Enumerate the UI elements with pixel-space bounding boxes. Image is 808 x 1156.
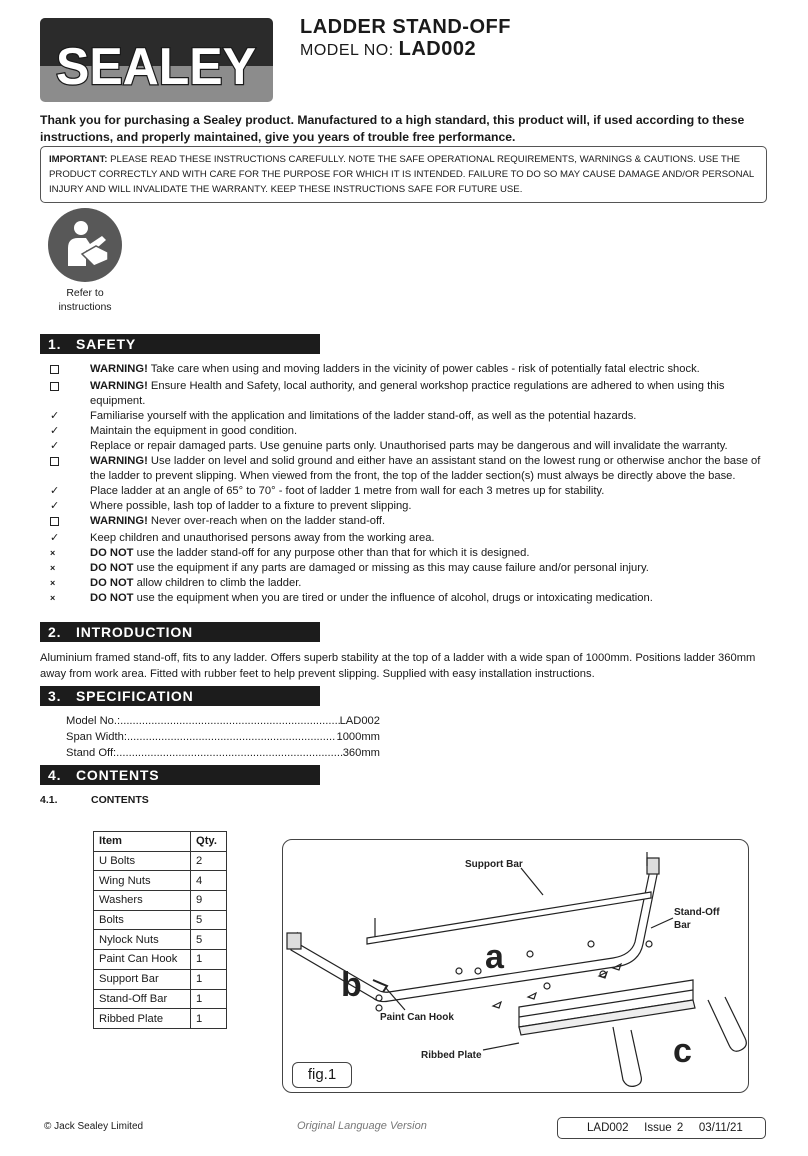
section-introduction-header — [40, 622, 320, 642]
table-row — [94, 910, 227, 930]
check-icon: ✓ — [50, 532, 60, 544]
spec-value: 1000mm — [336, 731, 380, 743]
check-icon: ✓ — [50, 440, 60, 452]
safety-item-text — [90, 379, 770, 409]
callout-c: c — [673, 1032, 692, 1070]
important-notice — [40, 146, 767, 203]
safety-item-text — [90, 454, 770, 484]
column-header-qty: Qty. — [191, 832, 227, 852]
qty-cell: 5 — [191, 930, 227, 950]
safety-item-text — [90, 531, 770, 546]
thank-you-text: Thank you for purchasing a Sealey product. Manufactured to a high standard, this product will, if used according to these instructions, and properly maintained, give you years of trouble free performance. — [40, 113, 745, 144]
section-title: INTRODUCTION — [76, 624, 193, 640]
qty-cell: 1 — [191, 950, 227, 970]
spec-key: Model No.: — [66, 715, 121, 727]
item-cell: Washers — [94, 891, 191, 911]
safety-item-text — [90, 514, 770, 531]
issue: Issue 2 — [644, 1122, 684, 1134]
safety-item-emphasis: WARNING! — [90, 380, 148, 392]
callout-ribbed-plate: Ribbed Plate — [421, 1050, 482, 1061]
check-icon: ✓ — [50, 410, 60, 422]
callout-stand-off-line1: Stand-Off — [674, 907, 720, 918]
check-icon: ✓ — [50, 485, 60, 497]
section-number: 1. — [48, 336, 62, 352]
spec-value: 360mm — [342, 747, 380, 759]
safety-item — [50, 514, 770, 531]
safety-item-body: Replace or repair damaged parts. Use genuine parts only. Unauthorised parts may be dangerous and will invalidate the warranty. — [90, 440, 728, 452]
callout-a: a — [485, 938, 504, 976]
section-number: 3. — [48, 688, 62, 704]
safety-item — [50, 591, 770, 606]
table-row — [94, 950, 227, 970]
qty-cell: 4 — [191, 871, 227, 891]
section-title: SAFETY — [76, 336, 137, 352]
leader-dots — [127, 729, 337, 745]
safety-item — [50, 499, 770, 514]
safety-item — [50, 362, 770, 379]
safety-item-text — [90, 546, 770, 561]
qty-cell: 1 — [191, 989, 227, 1009]
safety-item — [50, 454, 770, 484]
callout-stand-off-line2: Bar — [674, 920, 691, 931]
spec-row — [66, 729, 380, 745]
spec-key: Span Width: — [66, 731, 127, 743]
model-number: LAD002 — [398, 38, 477, 60]
safety-item-text — [90, 561, 770, 576]
safety-item-emphasis: DO NOT — [90, 592, 134, 604]
section-contents-header — [40, 765, 320, 785]
safety-item-body: Ensure Health and Safety, local authority, and general workshop practice regulations are adhered to when using this equipment. — [90, 380, 725, 407]
safety-item — [50, 484, 770, 499]
table-row — [94, 969, 227, 989]
safety-item-emphasis: WARNING! — [90, 515, 148, 527]
model-prefix: MODEL NO: — [300, 42, 399, 59]
safety-item-text — [90, 499, 770, 514]
safety-item-text — [90, 409, 770, 424]
contents-table — [93, 831, 227, 1029]
qty-cell: 5 — [191, 910, 227, 930]
section-number: 4. — [48, 767, 62, 783]
section-title: SPECIFICATION — [76, 688, 194, 704]
document-reference — [557, 1117, 766, 1139]
model-line — [300, 38, 476, 61]
leader-dots — [116, 745, 343, 761]
copyright: © Jack Sealey Limited — [44, 1121, 144, 1132]
item-cell: U Bolts — [94, 851, 191, 871]
safety-item-body: Never over-reach when on the ladder stand-off. — [147, 515, 386, 527]
checkbox-icon — [50, 379, 90, 409]
safety-item-text — [90, 362, 770, 379]
safety-item — [50, 546, 770, 561]
callout-b: b — [341, 966, 362, 1004]
cross-icon: × — [50, 578, 56, 588]
section-safety-header — [40, 334, 320, 354]
spec-key: Stand Off: — [66, 747, 117, 759]
table-row — [94, 930, 227, 950]
table-row — [94, 851, 227, 871]
spec-row — [66, 713, 380, 729]
safety-item-text — [90, 484, 770, 499]
column-header-item: Item — [94, 832, 191, 852]
doc-ref: LAD002 — [587, 1122, 629, 1134]
check-icon: ✓ — [50, 425, 60, 437]
safety-item — [50, 531, 770, 546]
safety-item — [50, 576, 770, 591]
page-title: LADDER STAND-OFF — [300, 16, 511, 38]
safety-item-text — [90, 576, 770, 591]
callout-paint-can-hook: Paint Can Hook — [380, 1012, 454, 1023]
safety-item-emphasis: WARNING! — [90, 455, 148, 467]
logo-text: SEALEY — [56, 38, 256, 96]
safety-item — [50, 561, 770, 576]
important-text: PLEASE READ THESE INSTRUCTIONS CAREFULLY. NOTE THE SAFE OPERATIONAL REQUIREMENTS, WARNINGS & CAUTIONS. USE THE PRODUCT CORRECTLY AND WITH CARE FOR THE PURPOSE FOR WHICH IT IS INTENDED. FAILURE TO DO SO MAY CAUSE DAMAGE AND/OR PERSONAL INJURY AND WILL INVALIDATE THE WARRANTY. KEEP THESE INSTRUCTIONS SAFE FOR FUTURE USE. — [49, 154, 754, 195]
safety-item-body: Take care when using and moving ladders in the vicinity of power cables - risk of potentially fatal electric shock. — [147, 363, 700, 375]
table-row — [94, 871, 227, 891]
cross-icon: × — [50, 548, 56, 558]
checkbox-icon — [50, 514, 90, 531]
safety-item — [50, 409, 770, 424]
section-title: CONTENTS — [76, 767, 160, 783]
item-cell: Support Bar — [94, 969, 191, 989]
safety-item-emphasis: DO NOT — [90, 577, 134, 589]
safety-item — [50, 379, 770, 409]
item-cell: Stand-Off Bar — [94, 989, 191, 1009]
safety-item-text — [90, 591, 770, 606]
qty-cell: 9 — [191, 891, 227, 911]
sealey-logo — [40, 18, 273, 102]
figure-label: fig.1 — [292, 1062, 352, 1088]
safety-item — [50, 439, 770, 454]
item-cell: Nylock Nuts — [94, 930, 191, 950]
qty-cell: 2 — [191, 851, 227, 871]
table-row — [94, 989, 227, 1009]
item-cell: Bolts — [94, 910, 191, 930]
item-cell: Ribbed Plate — [94, 1009, 191, 1029]
specification-list — [66, 713, 380, 761]
introduction-text: Aluminium framed stand-off, fits to any ladder. Offers superb stability at the top of a ladder with a wide span of 1000mm. Positions ladder 360mm away from work area. Fitted with rubber feet to help prevent slipping. Supplied with easy installation instructions. — [40, 652, 756, 680]
cross-icon: × — [50, 563, 56, 573]
table-row — [94, 1009, 227, 1029]
safety-item-body: use the equipment if any parts are damaged or missing as this may cause failure and/or personal injury. — [133, 562, 649, 574]
section-specification-header — [40, 686, 320, 706]
safety-item-body: use the ladder stand-off for any purpose other than that for which it is designed. — [133, 547, 530, 559]
safety-item-emphasis: DO NOT — [90, 547, 134, 559]
safety-item-body: allow children to climb the ladder. — [133, 577, 302, 589]
safety-item-body: Use ladder on level and solid ground and either have an assistant stand on the lowest rung or otherwise anchor the base of the ladder to prevent slipping. When viewed from the front, the top of the ladder section(s) must always be directly above the base. — [90, 455, 761, 482]
contents-subheading — [40, 794, 149, 806]
safety-item — [50, 424, 770, 439]
item-cell: Paint Can Hook — [94, 950, 191, 970]
table-header-row — [94, 832, 227, 852]
spec-value: LAD002 — [339, 715, 380, 727]
assembly-diagram — [283, 840, 750, 1094]
safety-item-emphasis: WARNING! — [90, 363, 148, 375]
safety-item-body: Familiarise yourself with the application and limitations of the ladder stand-off, as well as the potential hazards. — [90, 410, 637, 422]
leader-dots — [120, 713, 339, 729]
safety-list — [50, 362, 770, 606]
subsection-title: CONTENTS — [91, 794, 149, 806]
figure-1 — [282, 839, 749, 1093]
safety-item-text — [90, 439, 770, 454]
safety-item-body: Maintain the equipment in good condition. — [90, 425, 298, 437]
language-version: Original Language Version — [297, 1120, 427, 1132]
check-icon: ✓ — [50, 500, 60, 512]
qty-cell: 1 — [191, 969, 227, 989]
callout-support-bar: Support Bar — [465, 859, 523, 870]
safety-item-body: use the equipment when you are tired or under the influence of alcohol, drugs or intoxicating medication. — [133, 592, 653, 604]
important-label: IMPORTANT: — [49, 154, 108, 165]
safety-item-body: Keep children and unauthorised persons away from the working area. — [90, 532, 435, 544]
qty-cell: 1 — [191, 1009, 227, 1029]
read-manual-icon — [48, 208, 122, 282]
spec-row — [66, 745, 380, 761]
safety-item-emphasis: DO NOT — [90, 562, 134, 574]
safety-item-body: Where possible, lash top of ladder to a fixture to prevent slipping. — [90, 500, 412, 512]
refer-to-instructions — [46, 208, 124, 314]
cross-icon: × — [50, 593, 56, 603]
table-row — [94, 891, 227, 911]
safety-item-body: Place ladder at an angle of 65° to 70° - foot of ladder 1 metre from wall for each 3 metres up for stability. — [90, 485, 605, 497]
item-cell: Wing Nuts — [94, 871, 191, 891]
safety-item-text — [90, 424, 770, 439]
checkbox-icon — [50, 362, 90, 379]
issue-date: 03/11/21 — [698, 1122, 743, 1134]
checkbox-icon — [50, 454, 90, 484]
refer-label: Refer to instructions — [58, 287, 112, 313]
section-number: 2. — [48, 624, 62, 640]
subsection-number: 4.1. — [40, 794, 58, 806]
